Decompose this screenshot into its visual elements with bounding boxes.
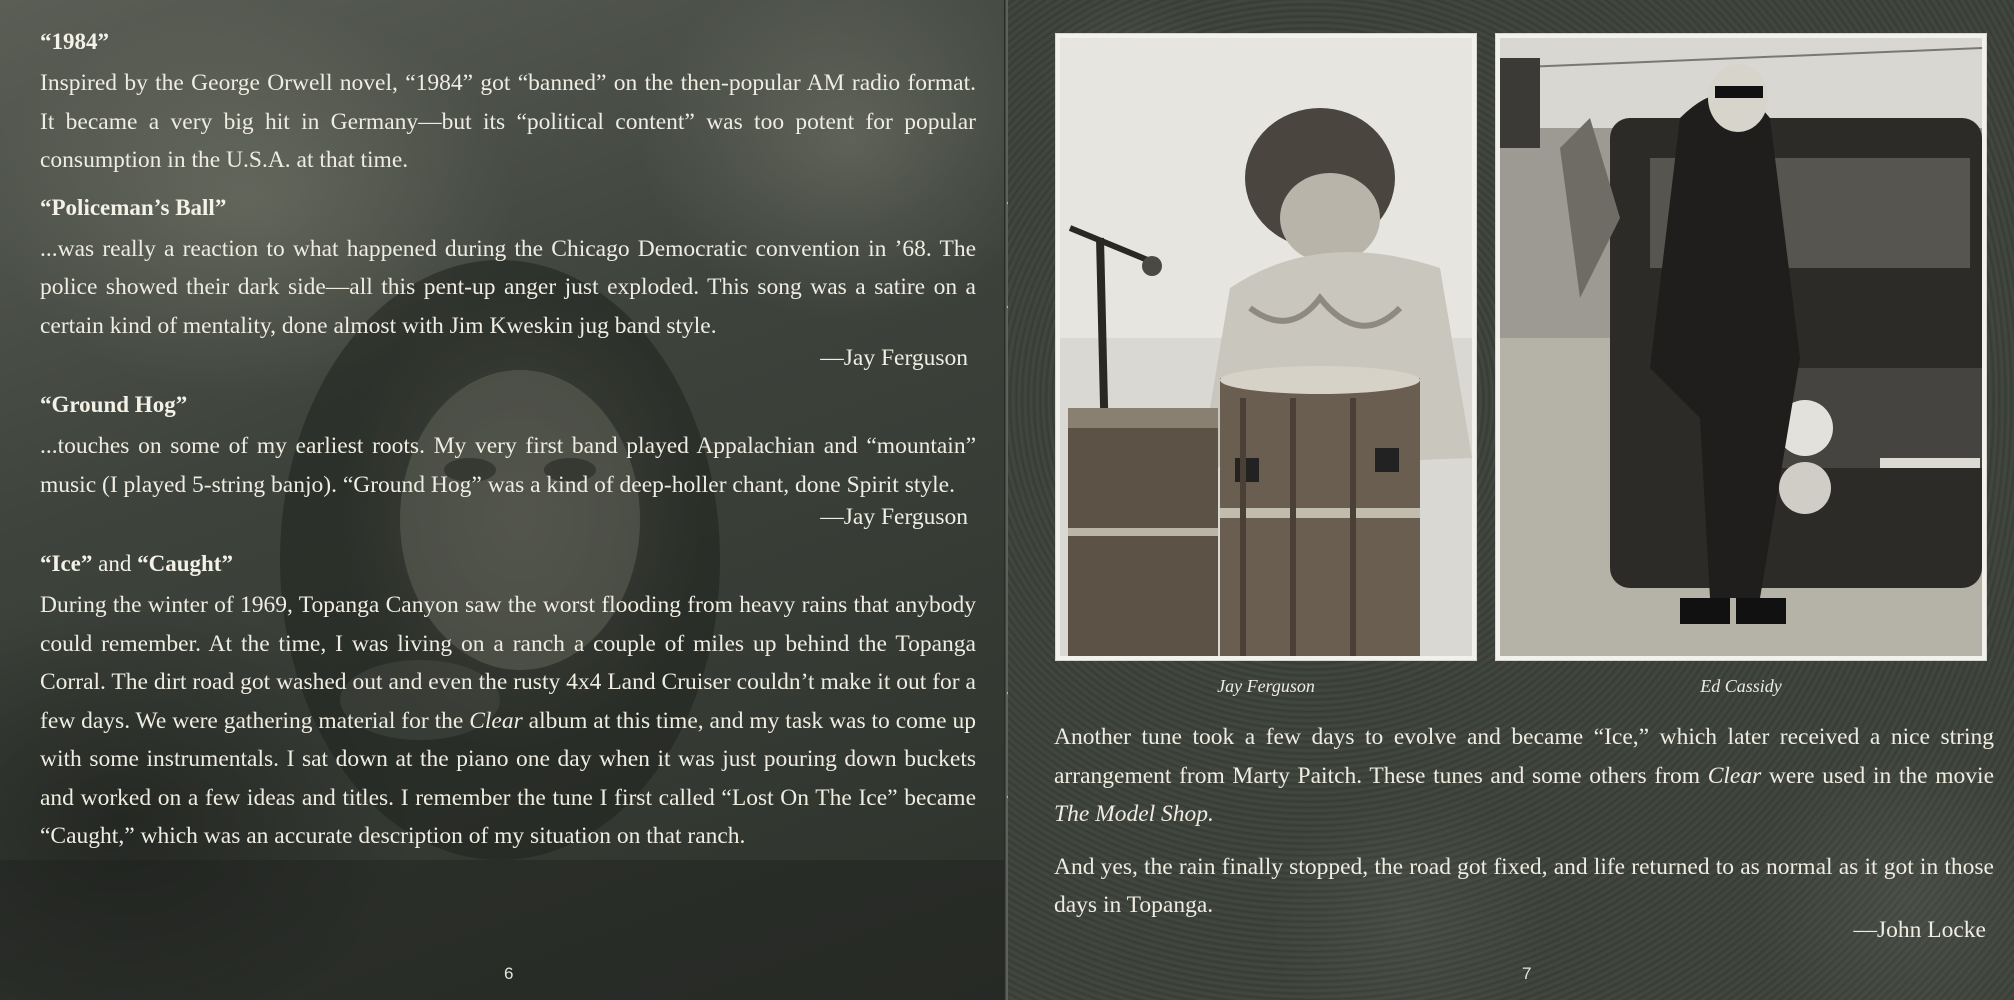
section-paragraph: ...touches on some of my earliest roots. My very first band played Appalachian and “mountain” music (I played 5-string banjo). “Ground Hog” was a kind of deep-holler chant, done Spirit style. <box>40 433 976 498</box>
attribution: —Jay Ferguson <box>820 345 968 371</box>
photo-caption: Ed Cassidy <box>1700 676 1782 696</box>
photo-caption: Jay Ferguson <box>1217 676 1315 696</box>
para1-text-b: were used in the movie <box>1761 762 1994 789</box>
section-ground-hog <box>40 391 976 532</box>
attribution: —Jay Ferguson <box>820 504 968 530</box>
left-text-column <box>40 28 976 866</box>
right-text-column <box>1054 718 1994 963</box>
section-policemans-ball <box>40 194 976 374</box>
section-paragraph: ...was really a reaction to what happened during the Chicago Democratic convention in ’68. The police showed their dark side—all this pent-up anger just exploded. This song was a satire on a certain kind of mentality, done almost with Jim Kweskin jug band style. <box>40 235 976 339</box>
section-ice-and-caught <box>40 550 976 856</box>
right-paragraph-2: And yes, the rain finally stopped, the road got fixed, and life returned to as normal as it got in those days in Topanga. <box>1054 853 1994 918</box>
heading-part-caught: “Caught” <box>137 551 233 576</box>
section-heading: “1984” <box>40 29 109 54</box>
section-heading: “Ground Hog” <box>40 392 188 417</box>
page-number-left: 6 <box>504 964 514 983</box>
section-paragraph <box>40 586 976 856</box>
section-paragraph: Inspired by the George Orwell novel, “1984” got “banned” on the then-popular AM radio format. It became a very big hit in Germany—but its “political content” was too potent for popular consumption in the U.S.A. at that time. <box>40 70 976 173</box>
right-page <box>1008 0 2014 1000</box>
text-before-italic: During the winter of 1969, Topanga Canyon saw the worst flooding from heavy rains that anybody could remember. At the time, I was living on a ranch a couple of miles up behind the Topanga Corral. The dirt road got washed out and even the rusty 4x4 Land Cruiser couldn’t make it out for a few days. We were gathering material for the <box>40 592 976 734</box>
attribution: —John Locke <box>1853 916 1986 943</box>
photo-ed-cassidy <box>1496 34 1986 660</box>
right-paragraph-1 <box>1054 718 1994 834</box>
heading-part-ice: “Ice” <box>40 551 93 576</box>
photo-ed-cassidy-image <box>1500 38 1982 656</box>
album-title: Clear <box>1707 762 1762 789</box>
page-number-right: 7 <box>1522 964 1532 983</box>
movie-title: The Model Shop. <box>1054 801 1214 827</box>
photo-jay-ferguson <box>1056 34 1476 660</box>
album-title: Clear <box>469 707 523 734</box>
para1-text-a: Another tune took a few days to evolve and became “Ice,” which later received a nice string arrangement from Marty Paitch. These tunes and some others from <box>1054 724 1994 789</box>
photo-jay-ferguson-image <box>1060 38 1472 656</box>
section-heading <box>40 550 976 578</box>
heading-and: and <box>92 551 138 576</box>
section-1984 <box>40 28 976 180</box>
left-page <box>0 0 1006 1000</box>
section-heading: “Policeman’s Ball” <box>40 194 227 220</box>
text-after-italic: album at this time, and my task was to come up with some instrumentals. I sat down at the piano one day when it was just pouring down buckets and worked on a few ideas and titles. I remember the tune I first called “Lost On The Ice” became “Caught,” which was an accurate description of my situation on that ranch. <box>40 707 976 849</box>
